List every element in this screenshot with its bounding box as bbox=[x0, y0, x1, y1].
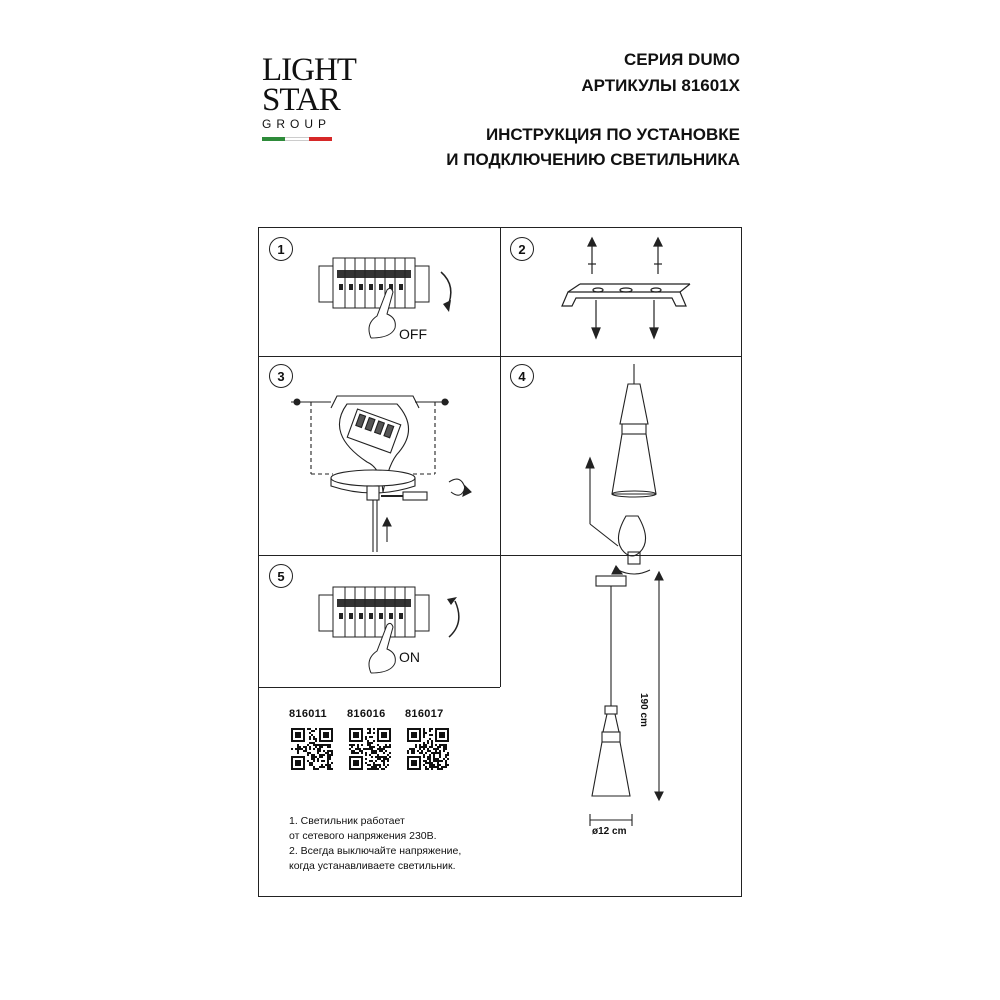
brand-logo bbox=[262, 52, 356, 160]
step-1-panel bbox=[259, 228, 500, 356]
logo-text-light: LIGHT bbox=[262, 52, 356, 88]
dimension-drawing bbox=[500, 558, 741, 898]
diameter-dimension-label: ø12 cm bbox=[592, 826, 627, 837]
logo-text-group: GROUP bbox=[262, 117, 332, 131]
note-line-4: когда устанавливаете светильник. bbox=[289, 860, 456, 872]
canopy-wiring-illustration bbox=[259, 356, 500, 555]
step-2-badge: 2 bbox=[510, 237, 534, 261]
italian-flag-stripe bbox=[262, 137, 332, 141]
qr-code-2[interactable] bbox=[349, 728, 391, 770]
note-line-3: 2. Всегда выключайте напряжение, bbox=[289, 845, 462, 857]
step-4-badge: 4 bbox=[510, 364, 534, 388]
step-1-off-label: OFF bbox=[399, 326, 427, 342]
logo-text-star: STAR bbox=[262, 82, 340, 118]
step-3-panel bbox=[259, 356, 500, 555]
articles-title: АРТИКУЛЫ 81601X bbox=[581, 76, 740, 95]
grid-divider-row3 bbox=[259, 687, 500, 688]
flag-red bbox=[309, 137, 332, 141]
breaker-off-illustration bbox=[259, 228, 500, 356]
mounting-bracket-illustration bbox=[500, 228, 741, 356]
article-number-2: 816016 bbox=[347, 708, 386, 720]
step-3-badge: 3 bbox=[269, 364, 293, 388]
flag-green bbox=[262, 137, 285, 141]
step-5-on-label: ON bbox=[399, 649, 420, 665]
article-number-3: 816017 bbox=[405, 708, 444, 720]
step-5-badge: 5 bbox=[269, 564, 293, 588]
instruction-title-line1: ИНСТРУКЦИЯ ПО УСТАНОВКЕ bbox=[485, 125, 740, 144]
instruction-panel-grid bbox=[258, 227, 742, 897]
qr-code-3[interactable] bbox=[407, 728, 449, 770]
step-5-panel bbox=[259, 555, 500, 687]
instruction-title-line2: И ПОДКЛЮЧЕНИЮ СВЕТИЛЬНИКА bbox=[446, 150, 740, 169]
height-dimension-label: 190 cm bbox=[638, 693, 649, 727]
step-2-panel bbox=[500, 228, 741, 356]
step-1-badge: 1 bbox=[269, 237, 293, 261]
note-line-2: от сетевого напряжения 230В. bbox=[289, 830, 437, 842]
flag-white bbox=[285, 137, 308, 141]
note-line-1: 1. Светильник работает bbox=[289, 815, 405, 827]
series-title: СЕРИЯ DUMO bbox=[623, 50, 740, 69]
breaker-on-illustration bbox=[259, 555, 500, 687]
qr-code-1[interactable] bbox=[291, 728, 333, 770]
safety-notes bbox=[289, 814, 461, 874]
article-number-1: 816011 bbox=[289, 708, 327, 720]
